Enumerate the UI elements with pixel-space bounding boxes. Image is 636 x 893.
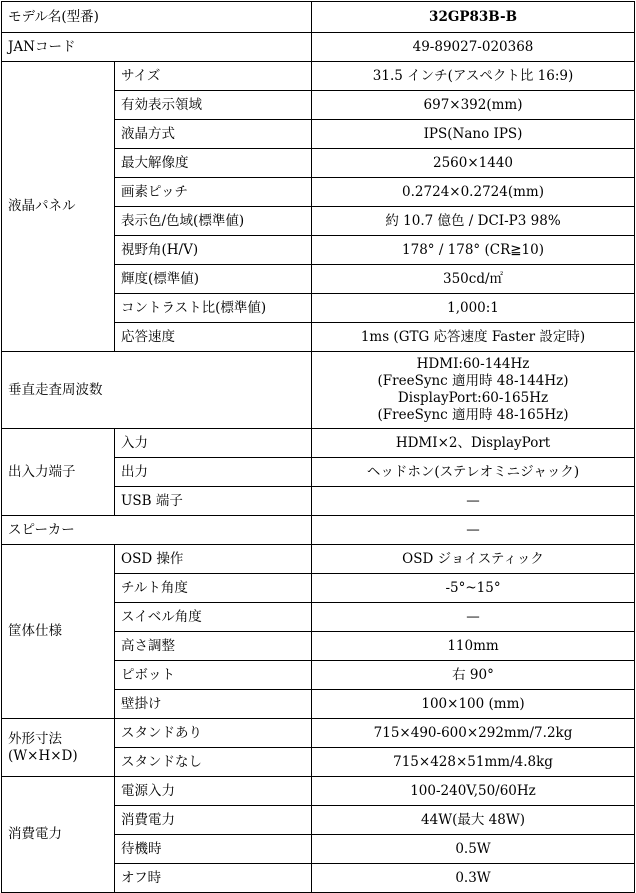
io-output-label: 出力 (115, 458, 312, 487)
power-consumption-label: 消費電力 (115, 806, 312, 835)
panel-pitch-value: 0.2724×0.2724(mm) (312, 178, 635, 207)
dimensions-without-stand-value: 715×428×51mm/4.8kg (312, 748, 635, 777)
vfreq-line: DisplayPort:60-165Hz (397, 390, 549, 406)
power-off-label: オフ時 (115, 864, 312, 893)
chassis-height-label: 高さ調整 (115, 632, 312, 661)
dimensions-category (2, 719, 115, 777)
chassis-swivel-value: — (312, 603, 635, 632)
dimensions-with-stand-label: スタンドあり (115, 719, 312, 748)
power-standby-value: 0.5W (312, 835, 635, 864)
vfreq-label: 垂直走査周波数 (2, 352, 312, 429)
panel-category: 液晶パネル (2, 62, 115, 352)
vfreq-value (312, 352, 635, 429)
panel-type-value: IPS(Nano IPS) (312, 120, 635, 149)
chassis-osd-label: OSD 操作 (115, 545, 312, 574)
chassis-pivot-value: 右 90° (312, 661, 635, 690)
table-row (2, 429, 635, 458)
power-input-value: 100-240V,50/60Hz (312, 777, 635, 806)
table-row (2, 516, 635, 545)
chassis-tilt-label: チルト角度 (115, 574, 312, 603)
jan-value: 49-89027-020368 (312, 33, 635, 62)
io-input-label: 入力 (115, 429, 312, 458)
speaker-label: スピーカー (2, 516, 312, 545)
spec-table (1, 1, 635, 893)
table-row (2, 352, 635, 429)
chassis-wallmount-value: 100×100 (mm) (312, 690, 635, 719)
panel-resolution-label: 最大解像度 (115, 149, 312, 178)
panel-pitch-label: 画素ピッチ (115, 178, 312, 207)
panel-color-value: 約 10.7 億色 / DCI-P3 98% (312, 207, 635, 236)
panel-area-value: 697×392(mm) (312, 91, 635, 120)
io-input-value: HDMI×2、DisplayPort (312, 429, 635, 458)
chassis-pivot-label: ピボット (115, 661, 312, 690)
chassis-category: 筐体仕様 (2, 545, 115, 719)
power-input-label: 電源入力 (115, 777, 312, 806)
jan-row (2, 33, 635, 62)
io-output-value: ヘッドホン(ステレオミニジャック) (312, 458, 635, 487)
table-row (2, 62, 635, 91)
chassis-swivel-label: スイベル角度 (115, 603, 312, 632)
power-standby-label: 待機時 (115, 835, 312, 864)
panel-viewing-angle-label: 視野角(H/V) (115, 236, 312, 265)
vfreq-line: (FreeSync 適用時 48-144Hz) (377, 373, 569, 389)
panel-area-label: 有効表示領域 (115, 91, 312, 120)
panel-response-value: 1ms (GTG 応答速度 Faster 設定時) (312, 323, 635, 352)
panel-size-value: 31.5 インチ(アスペクト比 16:9) (312, 62, 635, 91)
panel-color-label: 表示色/色域(標準値) (115, 207, 312, 236)
table-row (2, 777, 635, 806)
jan-label: JANコード (2, 33, 312, 62)
io-category: 出入力端子 (2, 429, 115, 516)
chassis-height-value: 110mm (312, 632, 635, 661)
io-usb-label: USB 端子 (115, 487, 312, 516)
dimensions-label-line: (W×H×D) (8, 747, 78, 764)
panel-viewing-angle-value: 178° / 178° (CR≧10) (312, 236, 635, 265)
model-row (2, 2, 635, 33)
panel-brightness-value: 350cd/㎡ (312, 265, 635, 294)
panel-resolution-value: 2560×1440 (312, 149, 635, 178)
power-off-value: 0.3W (312, 864, 635, 893)
chassis-wallmount-label: 壁掛け (115, 690, 312, 719)
dimensions-without-stand-label: スタンドなし (115, 748, 312, 777)
speaker-value: — (312, 516, 635, 545)
panel-contrast-label: コントラスト比(標準値) (115, 294, 312, 323)
chassis-tilt-value: -5°~15° (312, 574, 635, 603)
vfreq-line: HDMI:60-144Hz (416, 356, 530, 372)
panel-type-label: 液晶方式 (115, 120, 312, 149)
table-row (2, 719, 635, 748)
power-category: 消費電力 (2, 777, 115, 893)
power-consumption-value: 44W(最大 48W) (312, 806, 635, 835)
model-label: モデル名(型番) (2, 2, 312, 33)
table-row (2, 545, 635, 574)
model-value: 32GP83B-B (312, 2, 635, 33)
dimensions-label-line: 外形寸法 (8, 730, 62, 747)
io-usb-value: — (312, 487, 635, 516)
panel-response-label: 応答速度 (115, 323, 312, 352)
panel-size-label: サイズ (115, 62, 312, 91)
panel-brightness-label: 輝度(標準値) (115, 265, 312, 294)
dimensions-with-stand-value: 715×490-600×292mm/7.2kg (312, 719, 635, 748)
panel-contrast-value: 1,000:1 (312, 294, 635, 323)
vfreq-line: (FreeSync 適用時 48-165Hz) (377, 407, 569, 423)
chassis-osd-value: OSD ジョイスティック (312, 545, 635, 574)
